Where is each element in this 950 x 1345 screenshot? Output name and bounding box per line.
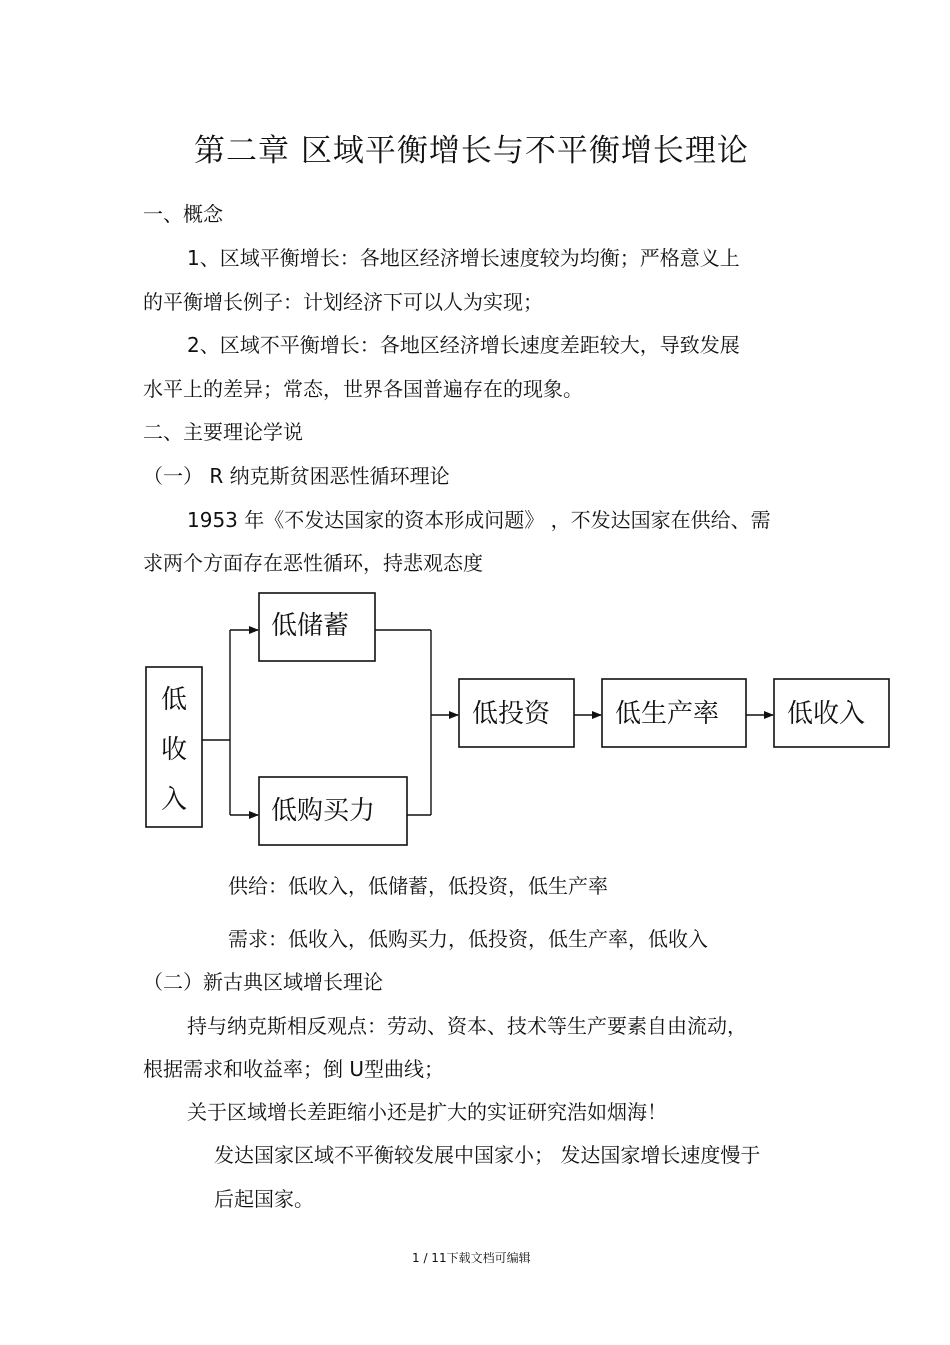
box-low-income-char: 低: [160, 685, 188, 715]
paragraph-line: 根据需求和收益率；倒 U型曲线；: [143, 1057, 444, 1081]
supply-chain-text: 供给：低收入，低储蓄，低投资，低生产率: [228, 874, 608, 898]
paragraph-line: 水平上的差异；常态，世界各国普遍存在的现象。: [143, 377, 583, 401]
box-low-income-end-label: 低收入: [787, 699, 866, 729]
paragraph-line: 1953 年《不发达国家的资本形成问题》 ，不发达国家在供给、需: [187, 508, 771, 532]
section-heading-concepts: 一、概念: [143, 202, 223, 226]
box-low-investment-label: 低投资: [472, 699, 551, 729]
paragraph-line: 1、区域平衡增长：各地区经济增长速度较为均衡；严格意义上: [187, 246, 740, 270]
box-low-purchasing-label: 低购买力: [271, 796, 376, 826]
paragraph-line: 2、区域不平衡增长：各地区经济增长速度差距较大，导致发展: [187, 333, 740, 357]
paragraph-line: 后起国家。: [214, 1187, 314, 1211]
subsection-heading-neoclassical: （二）新古典区域增长理论: [143, 970, 383, 994]
page-title: 第二章 区域平衡增长与不平衡增长理论: [194, 133, 749, 169]
demand-chain-text: 需求：低收入，低购买力，低投资，低生产率，低收入: [228, 927, 708, 951]
paragraph-line: 发达国家区域不平衡较发展中国家小； 发达国家增长速度慢于: [214, 1143, 761, 1167]
subsection-heading-nurkse: （一） R 纳克斯贫困恶性循环理论: [143, 464, 450, 488]
paragraph-line: 求两个方面存在恶性循环，持悲观态度: [143, 551, 483, 575]
box-low-productivity-label: 低生产率: [615, 699, 720, 729]
box-low-savings-label: 低储蓄: [271, 611, 350, 641]
box-low-income-char: 收: [160, 735, 188, 765]
paragraph-line: 关于区域增长差距缩小还是扩大的实证研究浩如烟海！: [187, 1100, 667, 1124]
box-low-income-char: 入: [160, 785, 188, 815]
section-heading-theories: 二、主要理论学说: [143, 420, 303, 444]
paragraph-line: 持与纳克斯相反观点：劳动、资本、技术等生产要素自由流动，: [187, 1014, 747, 1038]
page-footer: 1 / 11下载文档可编辑: [412, 1251, 531, 1265]
paragraph-line: 的平衡增长例子：计划经济下可以人为实现；: [143, 290, 543, 314]
